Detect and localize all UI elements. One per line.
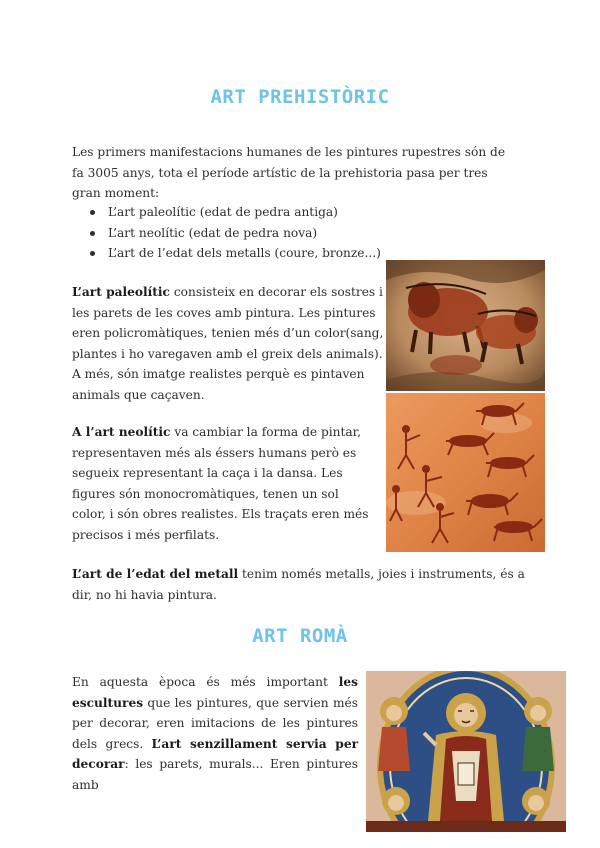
neolithic-hunting-scene-image [386, 393, 545, 552]
intro-paragraph: Les primers manifestacions humanes de les pintures rupestres són de fa 3005 anys, tota el període artístic de la prehistoria pasa per tres gran moment: [72, 145, 506, 200]
metal-age-paragraph: L’art de l’edat del metall tenim només metalls, joies i instruments, és a dir, no hi havia pintura. [72, 567, 525, 602]
bison-cave-painting-image [386, 260, 545, 391]
paleolithic-term: L’art paleolític [72, 285, 170, 299]
prehistoric-title: ART PREHISTÒRIC [210, 86, 390, 108]
list-item: L’art de l’edat dels metalls (coure, bronze...) [88, 243, 508, 264]
romanesque-fresco-image [366, 671, 566, 832]
roman-paragraph: En aquesta època és més important les escultures que les pintures, que servien més per decorar, eren imitacions de les pintures dels grecs. L’art senzillament servia per decorar: les parets, murals... Eren pintures amb [72, 675, 358, 792]
neolithic-paragraph: A l’art neolític va cambiar la forma de pintar, representaven més als éssers humans però es segueix representant la caça i la dansa. Les figures són monocromàtiques, tenen un sol color, i són obres realistes. Els traçats eren més precisos i més perfilats. [72, 425, 369, 542]
bullet-icon [90, 231, 95, 236]
bullet-icon [90, 210, 95, 215]
paleolithic-paragraph: L’art paleolític consisteix en decorar els sostres i les parets de les coves amb pintura. Les pintures eren policromàtiques, tenien més d’un color(sang, plantes i ho varegaven amb el greix dels animals). A més, són imatge realistes perquè es pintaven animals que caçaven. [72, 285, 384, 402]
list-item: L’art neolític (edat de pedra nova) [88, 223, 508, 244]
bullet-icon [90, 251, 95, 256]
metal-age-term: L’art de l’edat del metall [72, 567, 239, 581]
list-item: L’art paleolític (edat de pedra antiga) [88, 202, 508, 223]
roman-title: ART ROMÀ [252, 625, 348, 647]
art-periods-list [88, 202, 508, 264]
neolithic-term: A l’art neolític [72, 425, 171, 439]
